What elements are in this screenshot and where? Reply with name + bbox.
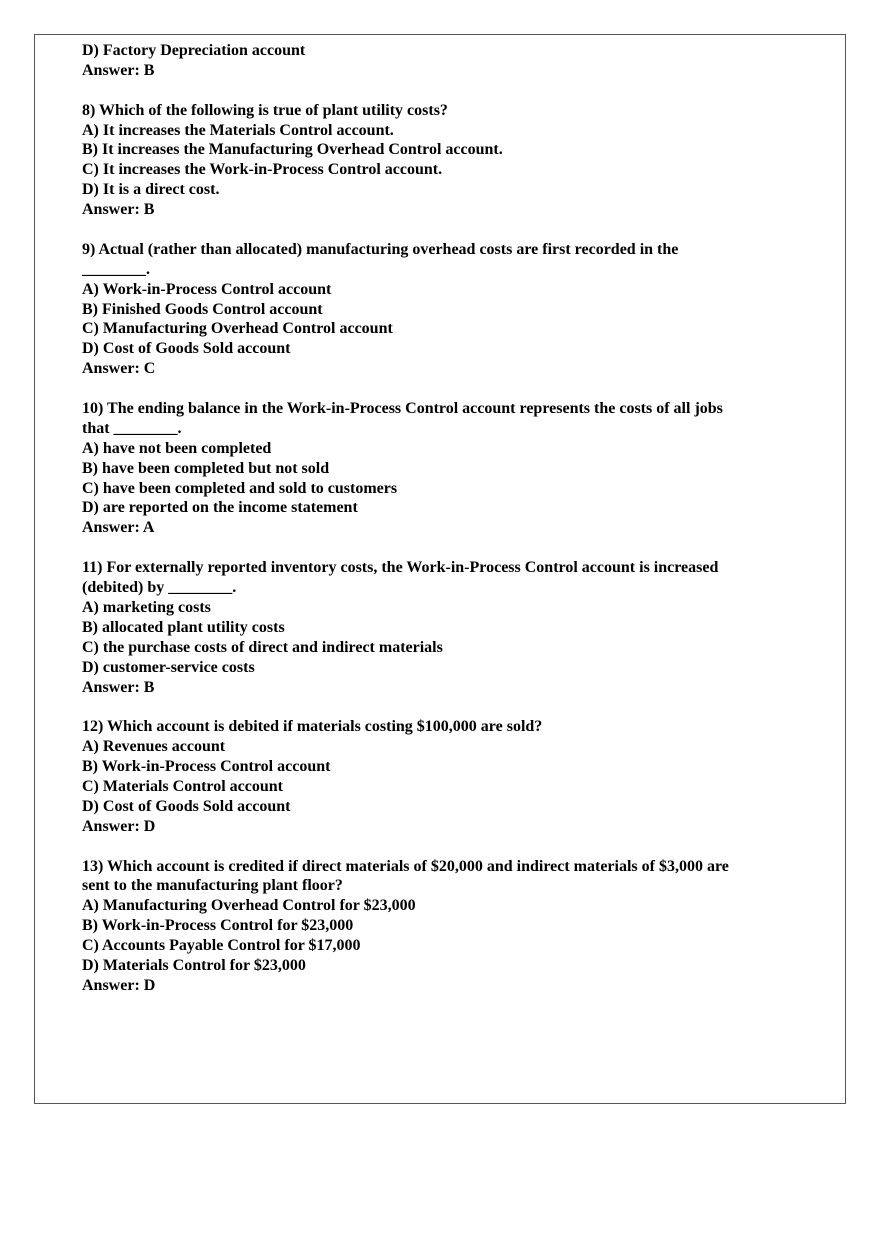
option-d: D) are reported on the income statement xyxy=(82,499,358,517)
question-stem: 8) Which of the following is true of plant utility costs? xyxy=(82,101,448,119)
answer-line: Answer: D xyxy=(82,817,156,835)
question-stem: 11) For externally reported inventory costs, the Work-in-Process Control account is increased xyxy=(82,559,719,577)
option-a: A) It increases the Materials Control account. xyxy=(82,121,394,139)
question-stem: 10) The ending balance in the Work-in-Process Control account represents the costs of all jobs xyxy=(82,400,723,418)
option-d: D) Cost of Goods Sold account xyxy=(82,797,291,815)
answer-line: Answer: C xyxy=(82,360,156,378)
option-c: C) the purchase costs of direct and indirect materials xyxy=(82,638,443,656)
answer-line: Answer: D xyxy=(82,976,156,994)
option-b: B) have been completed but not sold xyxy=(82,459,330,477)
option-a: A) Work-in-Process Control account xyxy=(82,280,332,298)
option-c: C) Accounts Payable Control for $17,000 xyxy=(82,937,361,955)
option-a: A) marketing costs xyxy=(82,598,211,616)
option-c: C) Materials Control account xyxy=(82,777,283,795)
option-a: A) Manufacturing Overhead Control for $23,000 xyxy=(82,897,416,915)
question-stem: 12) Which account is debited if materials costing $100,000 are sold? xyxy=(82,718,543,736)
option-b: B) Work-in-Process Control for $23,000 xyxy=(82,917,354,935)
option-b: B) Finished Goods Control account xyxy=(82,300,323,318)
question-stem-continued: sent to the manufacturing plant floor? xyxy=(82,877,343,895)
answer-line: Answer: B xyxy=(82,678,155,696)
option-d: D) Cost of Goods Sold account xyxy=(82,340,291,358)
question-stem: 13) Which account is credited if direct materials of $20,000 and indirect materials of $3,000 are xyxy=(82,857,729,875)
option-d: D) Factory Depreciation account xyxy=(82,42,306,59)
question-7-tail xyxy=(82,41,802,81)
question-9 xyxy=(82,240,802,379)
question-8 xyxy=(82,101,802,220)
question-stem-continued: (debited) by ________. xyxy=(82,579,237,597)
question-13 xyxy=(82,857,802,996)
document-content xyxy=(82,41,802,1016)
option-d: D) customer-service costs xyxy=(82,658,255,676)
option-b: B) allocated plant utility costs xyxy=(82,618,285,636)
option-d: D) Materials Control for $23,000 xyxy=(82,956,306,974)
option-d: D) It is a direct cost. xyxy=(82,181,220,199)
option-c: C) Manufacturing Overhead Control account xyxy=(82,320,393,338)
option-b: B) Work-in-Process Control account xyxy=(82,758,331,776)
answer-line: Answer: B xyxy=(82,201,155,219)
question-11 xyxy=(82,558,802,697)
option-c: C) It increases the Work-in-Process Control account. xyxy=(82,161,443,179)
option-b: B) It increases the Manufacturing Overhead Control account. xyxy=(82,141,503,159)
option-c: C) have been completed and sold to customers xyxy=(82,479,398,497)
question-12 xyxy=(82,717,802,836)
option-a: A) Revenues account xyxy=(82,738,226,756)
option-a: A) have not been completed xyxy=(82,439,272,457)
question-10 xyxy=(82,399,802,538)
question-stem: 9) Actual (rather than allocated) manufacturing overhead costs are first recorded in the xyxy=(82,240,679,258)
answer-line: Answer: A xyxy=(82,519,155,537)
question-stem-continued: that ________. xyxy=(82,419,182,437)
answer-line: Answer: B xyxy=(82,61,155,79)
question-stem-continued: ________. xyxy=(82,260,150,278)
